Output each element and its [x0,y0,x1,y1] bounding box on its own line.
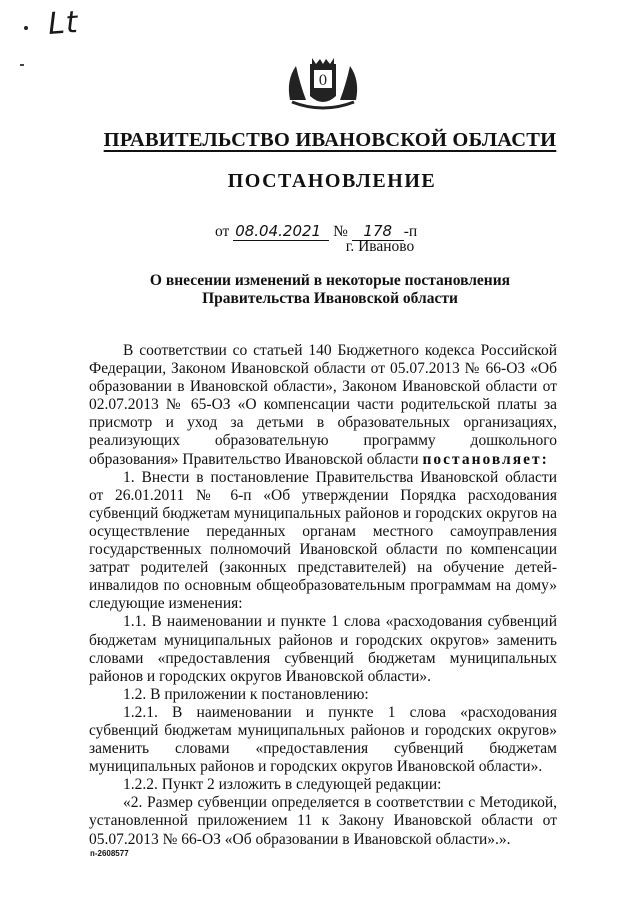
document-registration-number: п-2608577 [90,849,129,858]
document-body [89,342,557,849]
preamble-paragraph [89,342,557,469]
city-line: г. Иваново [345,238,415,255]
coat-of-arms-emblem [286,56,360,112]
svg-text:0: 0 [318,73,328,89]
quoted-paragraph: «2. Размер субвенции определяется в соответствии с Методикой, установленной приложением 11 к Закону Ивановской области от 05.07.2013 № 66-ОЗ «Об образовании в Ивановской области».». [89,794,557,848]
handwritten-number: 178 [352,222,404,241]
ink-mark [20,64,24,66]
document-type: ПОСТАНОВЛЕНИЕ [227,170,437,192]
paragraph-1-1: 1.1. В наименовании и пункте 1 слова «расходования субвенций бюджетам муниципальных районов и городских округов» заменить словами «предоставления субвенций бюджетам муниципальных районов и городских округов Ивановской области». [89,613,557,685]
government-title: ПРАВИТЕЛЬСТВО ИВАНОВСКОЙ ОБЛАСТИ [103,129,557,151]
paragraph-1-2-1: 1.2.1. В наименовании и пункте 1 слова «расходования субвенций бюджетам муниципальных районов и городских округов» заменить словами «предоставления субвенций бюджетам муниципальных районов и городских округов Ивановской области». [89,703,557,776]
handwritten-corner-mark: Lt [46,4,80,43]
decree-word: постановляет: [422,450,549,468]
handwritten-date: 08.04.2021 [233,222,329,241]
paragraph-1: 1. Внести в постановление Правительства Ивановской области от 26.01.2011 № 6-п «Об утверждении Порядка расходования субвенций бюджетам муниципальных районов и городских округов на осуществление переданных органам местного самоуправления государственных полномочий Ивановской области по компенсации затрат родителей (законных представителей) на обучение детей-инвалидов по основным общеобразовательным программам на дому» следующие изменения: [89,468,557,613]
paragraph-1-2-2: 1.2.2. Пункт 2 изложить в следующей редакции: [123,776,442,794]
document-subject: О внесении изменений в некоторые постановления Правительства Ивановской области [149,272,511,307]
ink-dot [24,26,28,30]
preamble-text: В соответствии со статьей 140 Бюджетного кодекса Российской Федерации, Законом Ивановской области от 05.07.2013 № 66-ОЗ «Об образовании в Ивановской области», Законом Ивановской области от 02.07.2013 № 65-ОЗ «О компенсации части родительской платы за присмотр и уход за детьми в образовательных организациях, реализующих образовательную программу дошкольного образования» Правительство Ивановской области [89,342,557,468]
paragraph-1-2: 1.2. В приложении к постановлению: [123,685,369,703]
date-prefix: от [215,223,230,240]
number-sign: № [333,223,348,240]
number-suffix: -п [403,223,418,240]
